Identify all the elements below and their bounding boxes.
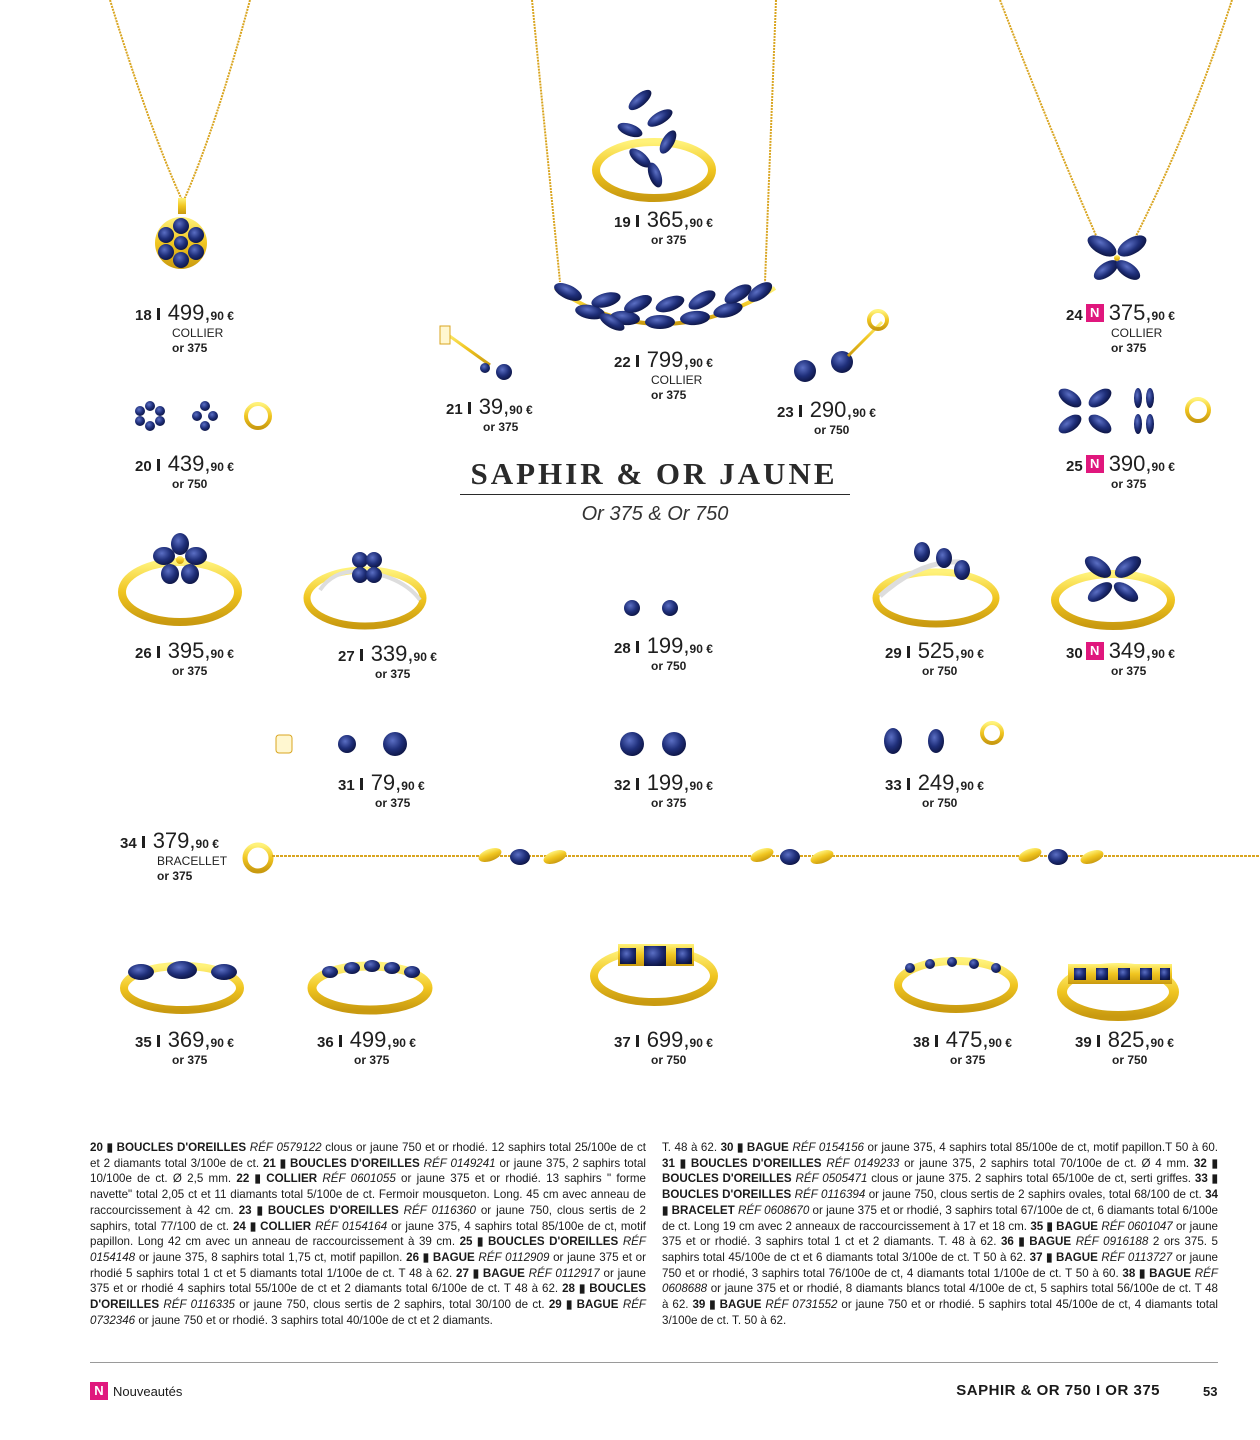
desc-label: 37 ▮ BAGUE xyxy=(1029,1250,1098,1264)
page-number: 53 xyxy=(1203,1384,1218,1399)
desc-text: or jaune 750 et or rhodié, 3 saphirs total 76/100e de ct, 4 diamants total 1/100e de ct. T 50 à 60. xyxy=(662,1250,1218,1280)
desc-text: or jaune 375, 2 saphirs total 70/100e de ct. Ø 4 mm. xyxy=(899,1156,1194,1170)
desc-label: 33 ▮ BOUCLES D'OREILLES xyxy=(662,1172,1218,1202)
product-metal: or 750 xyxy=(922,796,958,810)
product-metal: or 375 xyxy=(1111,477,1147,491)
product-number: 38 xyxy=(913,1034,930,1051)
price-euros: 290, xyxy=(809,397,853,422)
product-25-earrings-image xyxy=(1055,385,1209,437)
product-metal: or 750 xyxy=(1112,1053,1148,1067)
desc-ref: RÉF 0149233 xyxy=(826,1156,900,1170)
price-cents: 90 € xyxy=(960,647,984,661)
product-number: 23 xyxy=(777,404,794,421)
page-subtitle: Or 375 & Or 750 xyxy=(581,503,729,525)
price-tag-26 xyxy=(135,638,234,679)
product-28-earrings-image xyxy=(624,600,678,616)
product-metal: or 375 xyxy=(354,1053,390,1067)
product-metal: or 375 xyxy=(375,796,411,810)
desc-label: 23 ▮ BOUCLES D'OREILLES xyxy=(238,1203,399,1217)
price-tag-32 xyxy=(614,770,713,811)
product-type: COLLIER xyxy=(1111,326,1163,340)
price-cents: 90 € xyxy=(1150,1036,1174,1050)
product-number: 31 xyxy=(338,777,355,794)
product-metal: or 750 xyxy=(922,664,958,678)
price-euros: 249, xyxy=(917,770,961,795)
product-number: 29 xyxy=(885,645,902,662)
price-cents: 90 € xyxy=(392,1036,416,1050)
separator-bar xyxy=(935,1035,938,1047)
desc-ref: RÉF 0116360 xyxy=(403,1203,476,1217)
desc-text: clous or jaune 750 et or rhodié. 12 saphirs total 25/100e de ct et 2 diamants total 3/100e de ct. xyxy=(90,1141,646,1170)
product-metal: or 375 xyxy=(483,420,519,434)
new-legend-label: Nouveautés xyxy=(113,1384,183,1399)
desc-text: or jaune 375, 8 saphirs total 1,75 ct, motif papillon. xyxy=(135,1250,407,1264)
product-33-earrings-image xyxy=(884,723,1018,754)
price-euros: 79, xyxy=(370,770,402,795)
desc-ref: RÉF 0154164 xyxy=(315,1219,388,1233)
product-21-earrings-image xyxy=(440,326,512,380)
price-euros: 365, xyxy=(646,207,690,232)
desc-text: or jaune 375, 4 saphirs total 85/100e de ct, motif papillon.T 50 à 60. xyxy=(863,1141,1218,1154)
product-number: 20 xyxy=(135,458,152,475)
product-metal: or 750 xyxy=(172,477,208,491)
desc-label: 38 ▮ BAGUE xyxy=(1122,1266,1192,1280)
separator-bar xyxy=(907,646,910,658)
desc-label: 22 ▮ COLLIER xyxy=(236,1172,318,1186)
desc-text: or jaune 375, 2 saphirs total 10/100e de ct. Ø 2,5 mm. xyxy=(90,1156,646,1186)
product-27-ring-image xyxy=(307,552,423,626)
price-tag-21 xyxy=(446,394,533,435)
price-euros: 379, xyxy=(152,828,196,853)
price-euros: 395, xyxy=(167,638,211,663)
price-euros: 825, xyxy=(1107,1027,1151,1052)
product-29-ring-image xyxy=(876,542,996,624)
product-metal: or 375 xyxy=(1111,664,1147,678)
desc-text: clous or jaune 375. 2 saphirs total 65/100e de ct, serti griffes. xyxy=(867,1172,1195,1186)
desc-label: 20 ▮ BOUCLES D'OREILLES xyxy=(90,1141,247,1154)
separator-bar xyxy=(157,1035,160,1047)
product-31-earrings-image xyxy=(276,732,407,756)
desc-ref: RÉF 0601047 xyxy=(1101,1219,1173,1233)
price-cents: 90 € xyxy=(401,779,425,793)
price-euros: 199, xyxy=(646,633,690,658)
desc-ref: RÉF 0112917 xyxy=(528,1266,600,1280)
desc-ref: RÉF 0579122 xyxy=(249,1141,322,1154)
desc-text: or jaune 750, clous sertis de 2 saphirs, total 30/100 de ct. xyxy=(234,1298,549,1312)
desc-ref: RÉF 0731552 xyxy=(765,1298,838,1312)
product-number: 39 xyxy=(1075,1034,1092,1051)
product-number: 21 xyxy=(446,401,463,418)
price-euros: 390, xyxy=(1108,451,1152,476)
product-32-earrings-image xyxy=(620,732,686,756)
title-underline xyxy=(460,494,850,495)
product-metal: or 375 xyxy=(651,233,687,247)
price-tag-38 xyxy=(913,1027,1012,1068)
footer-section-title: SAPHIR & OR 750 I OR 375 xyxy=(956,1382,1160,1399)
product-number: 34 xyxy=(120,835,137,852)
desc-label: 28 ▮ BOUCLES D'OREILLES xyxy=(90,1282,646,1312)
desc-ref: RÉF 0732346 xyxy=(90,1298,647,1327)
price-euros: 39, xyxy=(478,394,510,419)
product-metal: or 375 xyxy=(172,1053,208,1067)
desc-text: or jaune 375 et or rhodié 4 saphirs total 55/100e de ct et 2 diamants total 6/100e de ct. T 48 à 62. xyxy=(90,1266,647,1296)
desc-label: 26 ▮ BAGUE xyxy=(406,1250,475,1264)
price-tag-20 xyxy=(135,451,234,492)
descriptions-column-2 xyxy=(662,1140,1218,1328)
separator-bar xyxy=(636,778,639,790)
desc-text: or jaune 375 et or rhodié. 13 saphirs " forme navette" total 2,05 ct et 11 diamants total 5/100e de ct. Fermoir mousqueton. Long. 45 cm avec anneau de raccourcissement à 42 cm. xyxy=(90,1172,646,1217)
product-metal: or 375 xyxy=(950,1053,986,1067)
desc-continuation: T. 48 à 62. xyxy=(662,1141,721,1154)
separator-bar xyxy=(360,778,363,790)
product-number: 35 xyxy=(135,1034,152,1051)
price-tag-36 xyxy=(317,1027,416,1068)
desc-ref: RÉF 0505471 xyxy=(795,1172,868,1186)
desc-text: or jaune 750, clous sertis de 2 saphirs ovales, total 68/100 de ct. xyxy=(865,1188,1206,1202)
price-cents: 90 € xyxy=(689,642,713,656)
desc-label: 39 ▮ BAGUE xyxy=(692,1298,762,1312)
product-number: 28 xyxy=(614,640,631,657)
product-metal: or 750 xyxy=(814,423,850,437)
price-euros: 199, xyxy=(646,770,690,795)
product-number: 18 xyxy=(135,307,152,324)
new-badge: N xyxy=(1086,455,1104,473)
desc-30 xyxy=(721,1141,1218,1154)
price-cents: 90 € xyxy=(852,406,876,420)
price-tag-30 xyxy=(1066,638,1175,679)
product-number: 32 xyxy=(614,777,631,794)
price-tag-31 xyxy=(338,770,425,811)
price-tag-27 xyxy=(338,641,437,682)
price-cents: 90 € xyxy=(689,1036,713,1050)
product-type: COLLIER xyxy=(651,373,703,387)
desc-text: or jaune 375 et or rhodié. 3 saphirs total 1 ct et 2 diamants. T. 48 à 62. xyxy=(662,1219,1218,1249)
desc-text: or jaune 375 et or rhodié, 3 saphirs total 67/100e de ct, 6 diamants total 6/100e de ct. Long 19 cm avec 2 anneaux de raccourcissement à 17 et 18 cm. xyxy=(662,1203,1218,1233)
price-euros: 475, xyxy=(945,1027,989,1052)
price-cents: 90 € xyxy=(210,309,234,323)
price-cents: 90 € xyxy=(960,779,984,793)
product-type: BRACELLET xyxy=(157,854,228,868)
price-euros: 369, xyxy=(167,1027,211,1052)
separator-bar xyxy=(636,215,639,227)
separator-bar xyxy=(142,836,145,848)
price-tag-23 xyxy=(777,397,876,438)
desc-ref: RÉF 0116335 xyxy=(163,1298,235,1312)
desc-ref: RÉF 0154148 xyxy=(90,1235,646,1264)
product-35-ring-image xyxy=(124,961,240,1010)
separator-bar xyxy=(799,405,802,417)
product-36-ring-image xyxy=(312,960,428,1010)
desc-ref: RÉF 0149241 xyxy=(423,1156,496,1170)
price-euros: 699, xyxy=(646,1027,690,1052)
price-euros: 499, xyxy=(349,1027,393,1052)
product-metal: or 375 xyxy=(172,664,208,678)
price-tag-29 xyxy=(885,638,984,679)
price-cents: 90 € xyxy=(509,403,533,417)
price-euros: 499, xyxy=(167,300,211,325)
desc-ref: RÉF 0608670 xyxy=(737,1203,810,1217)
product-metal: or 375 xyxy=(651,388,687,402)
desc-ref: RÉF 0154156 xyxy=(792,1141,864,1154)
product-number: 26 xyxy=(135,645,152,662)
product-19-ring-image xyxy=(596,86,712,198)
product-number: 25 xyxy=(1066,458,1083,475)
product-20-earrings-image xyxy=(135,401,270,431)
desc-ref: RÉF 0916188 xyxy=(1075,1235,1149,1249)
product-number: 22 xyxy=(614,354,631,371)
product-number: 19 xyxy=(614,214,631,231)
desc-label: 21 ▮ BOUCLES D'OREILLES xyxy=(262,1156,420,1170)
desc-text: or jaune 375, 4 saphirs total 85/100e de ct, motif papillon. Long 42 cm avec un anneau de raccourcissement à 39 cm. xyxy=(90,1219,647,1249)
product-metal: or 375 xyxy=(157,869,193,883)
desc-label: 29 ▮ BAGUE xyxy=(548,1298,619,1312)
new-badge: N xyxy=(1086,642,1104,660)
price-tag-33 xyxy=(885,770,984,811)
desc-text: or jaune 375 et or rhodié 5 saphirs total 1 ct et 5 diamants total 1/100e de ct. T 48 à 62. xyxy=(90,1250,646,1280)
separator-bar xyxy=(157,459,160,471)
product-23-earrings-image xyxy=(794,311,887,382)
product-metal: or 375 xyxy=(651,796,687,810)
descriptions-column-1 xyxy=(90,1140,646,1328)
desc-text: or jaune 750 et or rhodié. 3 saphirs total 40/100e de ct et 2 diamants. xyxy=(135,1313,493,1327)
product-number: 37 xyxy=(614,1034,631,1051)
price-tag-22 xyxy=(614,347,713,403)
price-cents: 90 € xyxy=(413,650,437,664)
separator-bar xyxy=(1097,1035,1100,1047)
product-26-ring-image xyxy=(122,533,238,622)
product-metal: or 375 xyxy=(172,341,208,355)
price-euros: 339, xyxy=(370,641,414,666)
price-euros: 349, xyxy=(1108,638,1152,663)
separator-bar xyxy=(636,1035,639,1047)
desc-label: 24 ▮ COLLIER xyxy=(232,1219,312,1233)
product-number: 27 xyxy=(338,648,355,665)
product-number: 30 xyxy=(1066,645,1083,662)
desc-ref: RÉF 0116394 xyxy=(794,1188,866,1202)
product-38-ring-image xyxy=(898,957,1014,1009)
page-title: SAPHIR & OR JAUNE xyxy=(470,456,838,491)
desc-label: 35 ▮ BAGUE xyxy=(1030,1219,1099,1233)
product-metal: or 375 xyxy=(1111,341,1147,355)
price-cents: 90 € xyxy=(689,779,713,793)
price-cents: 90 € xyxy=(988,1036,1012,1050)
desc-label: 31 ▮ BOUCLES D'OREILLES xyxy=(662,1156,822,1170)
separator-bar xyxy=(636,641,639,653)
desc-label: 27 ▮ BAGUE xyxy=(456,1266,525,1280)
desc-label: 36 ▮ BAGUE xyxy=(1000,1235,1072,1249)
price-tag-35 xyxy=(135,1027,234,1068)
price-tag-24 xyxy=(1066,300,1175,356)
product-39-ring-image xyxy=(1062,964,1174,1016)
price-tag-19 xyxy=(614,207,713,248)
separator-bar xyxy=(339,1035,342,1047)
price-cents: 90 € xyxy=(689,216,713,230)
product-37-ring-image xyxy=(594,944,714,1002)
price-tag-25 xyxy=(1066,451,1175,492)
separator-bar xyxy=(157,646,160,658)
separator-bar xyxy=(360,649,363,661)
desc-ref: RÉF 0113727 xyxy=(1101,1250,1173,1264)
price-cents: 90 € xyxy=(210,460,234,474)
desc-ref: RÉF 0608688 xyxy=(662,1266,1218,1296)
desc-label: 34 ▮ BRACELET xyxy=(662,1188,1218,1217)
separator-bar xyxy=(907,778,910,790)
price-cents: 90 € xyxy=(1151,309,1175,323)
footer-divider xyxy=(90,1362,1218,1363)
product-number: 33 xyxy=(885,777,902,794)
desc-39 xyxy=(662,1298,1218,1327)
product-number: 36 xyxy=(317,1034,334,1051)
product-metal: or 750 xyxy=(651,1053,687,1067)
desc-ref: RÉF 0112909 xyxy=(478,1250,550,1264)
price-tag-37 xyxy=(614,1027,713,1068)
desc-ref: RÉF 0601055 xyxy=(322,1172,396,1186)
product-30-ring-image xyxy=(1055,552,1171,626)
separator-bar xyxy=(157,308,160,320)
price-cents: 90 € xyxy=(210,1036,234,1050)
product-metal: or 375 xyxy=(375,667,411,681)
desc-text: or jaune 750 et or rhodié. 5 saphirs total 45/100e de ct, 4 diamants total 3/100e de ct. T. 50 à 62. xyxy=(662,1298,1218,1327)
desc-label: 32 ▮ BOUCLES D'OREILLES xyxy=(662,1156,1218,1186)
desc-text: or jaune 375 et or rhodié, 8 diamants blancs total 4/100e de ct, 5 saphirs total 56/100e de ct. T 48 à 62. xyxy=(662,1282,1218,1312)
price-cents: 90 € xyxy=(1151,460,1175,474)
price-cents: 90 € xyxy=(210,647,234,661)
separator-bar xyxy=(636,355,639,367)
desc-text: 2 ors 375. 5 saphirs total 45/100e de ct et 6 diamants total 3/100e de ct. T 50 à 62. xyxy=(662,1235,1218,1264)
desc-31 xyxy=(662,1157,1194,1170)
product-metal: or 750 xyxy=(651,659,687,673)
price-cents: 90 € xyxy=(1151,647,1175,661)
price-cents: 90 € xyxy=(195,837,219,851)
price-euros: 439, xyxy=(167,451,211,476)
desc-text: or jaune 750, clous sertis de 2 saphirs, total 77/100 de ct. xyxy=(90,1203,646,1233)
desc-label: 25 ▮ BOUCLES D'OREILLES xyxy=(459,1235,619,1249)
product-type: COLLIER xyxy=(172,326,224,340)
price-tag-39 xyxy=(1075,1027,1174,1068)
price-euros: 525, xyxy=(917,638,961,663)
product-number: 24 xyxy=(1066,307,1083,324)
product-24-necklace-image xyxy=(1000,0,1232,284)
price-euros: 375, xyxy=(1108,300,1152,325)
desc-label: 30 ▮ BAGUE xyxy=(720,1141,789,1154)
separator-bar xyxy=(468,402,471,414)
price-tag-18 xyxy=(135,300,234,356)
price-tag-28 xyxy=(614,633,713,674)
product-18-necklace-image xyxy=(110,0,250,269)
new-badge: N xyxy=(1086,304,1104,322)
new-badge-legend: N xyxy=(90,1382,108,1400)
product-34-bracelet-image xyxy=(245,845,1260,871)
price-euros: 799, xyxy=(646,347,690,372)
price-tag-34 xyxy=(120,828,227,884)
price-cents: 90 € xyxy=(689,356,713,370)
